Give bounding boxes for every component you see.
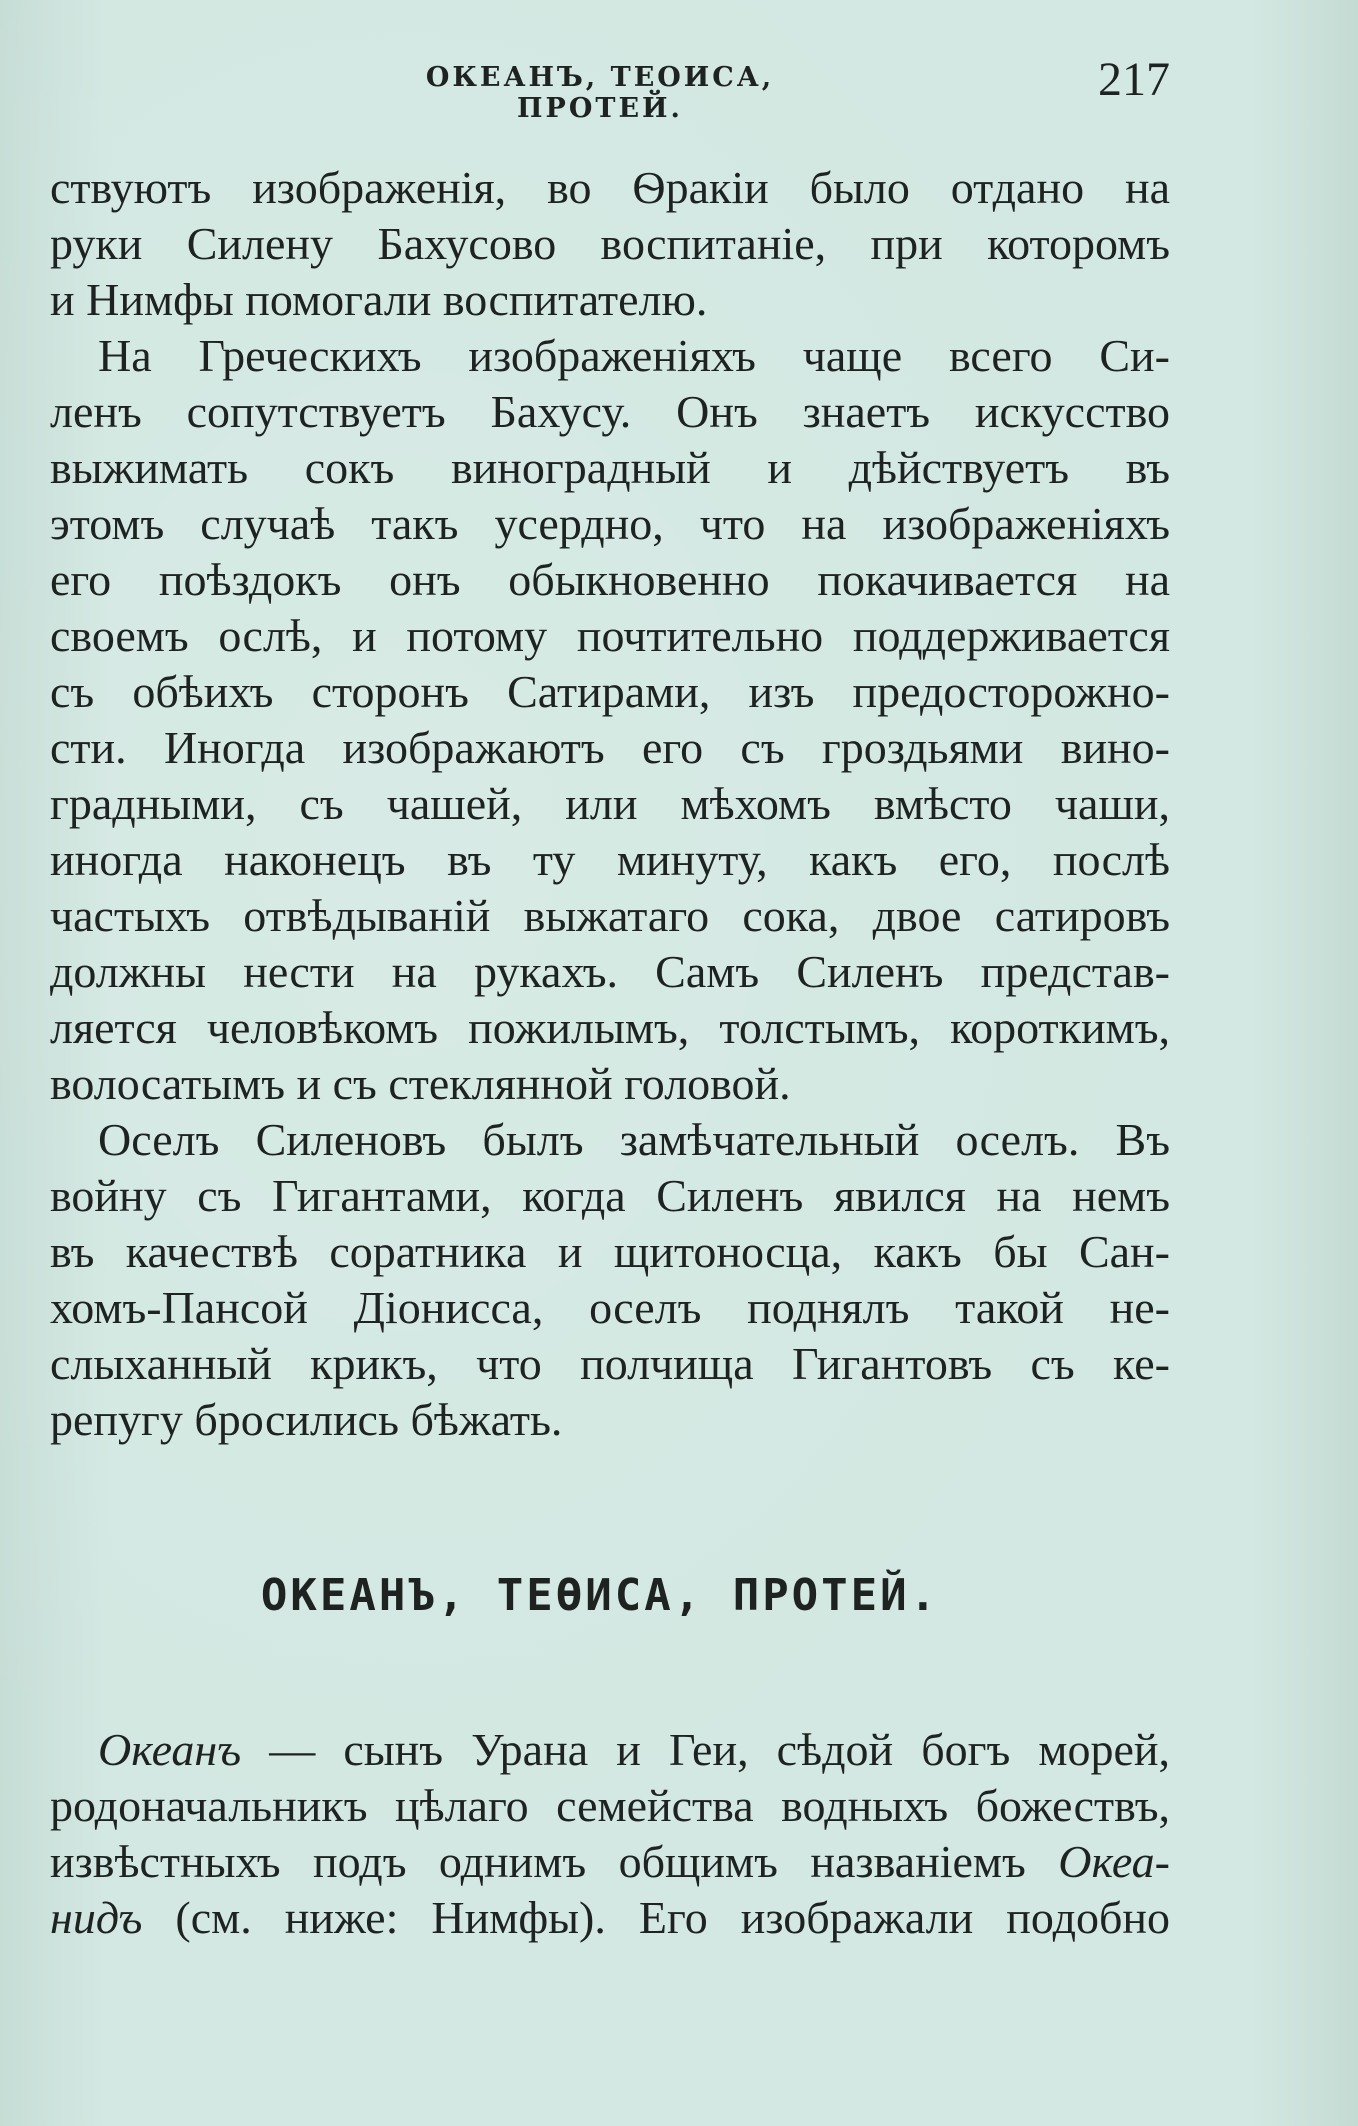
text-line: На Греческихъ изображеніяхъ чаще всего Си- <box>98 330 1170 381</box>
text-line: градными, съ чашей, или мѣхомъ вмѣсто чаши, <box>50 778 1170 829</box>
text-fragment: (см. ниже: Нимфы). Его изображали подобно <box>142 1892 1170 1943</box>
text-line: слыханный крикъ, что полчища Гигантовъ съ ке- <box>50 1338 1170 1389</box>
text-line: Оселъ Силеновъ былъ замѣчательный оселъ. Въ <box>98 1114 1170 1165</box>
running-head: ОКЕАНЪ, ТЕОИСА, ПРОТЕЙ. <box>425 62 775 124</box>
text-line: ляется человѣкомъ пожилымъ, толстымъ, короткимъ, <box>50 1002 1170 1053</box>
text-line: волосатымъ и съ стеклянной головой. <box>50 1058 791 1109</box>
text-line: должны нести на рукахъ. Самъ Силенъ представ- <box>50 946 1170 997</box>
text-line: его поѣздокъ онъ обыкновенно покачивается на <box>50 554 1170 605</box>
text-line <box>50 1890 1170 1946</box>
text-line: выжимать сокъ виноградный и дѣйствуетъ въ <box>50 442 1170 493</box>
text-line: родоначальникъ цѣлаго семейства водныхъ божествъ, <box>50 1780 1170 1831</box>
paragraph-4 <box>50 1722 1170 1946</box>
text-line: ствуютъ изображенія, во Ѳракіи было отдано на <box>50 162 1170 213</box>
text-fragment: извѣстныхъ подъ однимъ общимъ названіемъ <box>50 1836 1059 1887</box>
text-line: своемъ ослѣ, и потому почтительно поддерживается <box>50 610 1170 661</box>
text-line: войну съ Гигантами, когда Силенъ явился на немъ <box>50 1170 1170 1221</box>
paragraph-1 <box>50 160 1170 328</box>
text-line: и Нимфы помогали воспитателю. <box>50 274 708 325</box>
text-line: сти. Иногда изображаютъ его съ гроздьями вино- <box>50 722 1170 773</box>
text-line: ленъ сопутствуетъ Бахусу. Онъ знаетъ искусство <box>50 386 1170 437</box>
text-line: руки Силену Бахусово воспитаніе, при которомъ <box>50 218 1170 269</box>
text-line: этомъ случаѣ такъ усердно, что на изображеніяхъ <box>50 498 1170 549</box>
text-line: частыхъ отвѣдываній выжатаго сока, двое сатировъ <box>50 890 1170 941</box>
text-fragment: — сынъ Урана и Геи, сѣдой богъ морей, <box>241 1724 1170 1775</box>
text-line <box>50 1834 1170 1890</box>
term-okeanid-end: нидъ <box>50 1892 143 1943</box>
paragraph-3 <box>50 1112 1170 1448</box>
text-line <box>50 1722 1170 1778</box>
term-okean: Океанъ <box>98 1724 242 1775</box>
term-okeanid: Океа- <box>1058 1836 1170 1887</box>
paragraph-2 <box>50 328 1170 1112</box>
text-line: иногда наконецъ въ ту минуту, какъ его, послѣ <box>50 834 1170 885</box>
page-number: 217 <box>1098 53 1170 106</box>
text-line: репугу бросились бѣжать. <box>50 1394 563 1445</box>
text-line: въ качествѣ соратника и щитоносца, какъ бы Сан- <box>50 1226 1170 1277</box>
section-title: ОКЕАНЪ, ТЕѲИСА, ПРОТЕЙ. <box>260 1570 940 1621</box>
text-line: съ обѣихъ сторонъ Сатирами, изъ предосторожно- <box>50 666 1170 717</box>
text-line: хомъ-Пансой Діонисса, оселъ поднялъ такой не- <box>50 1282 1170 1333</box>
